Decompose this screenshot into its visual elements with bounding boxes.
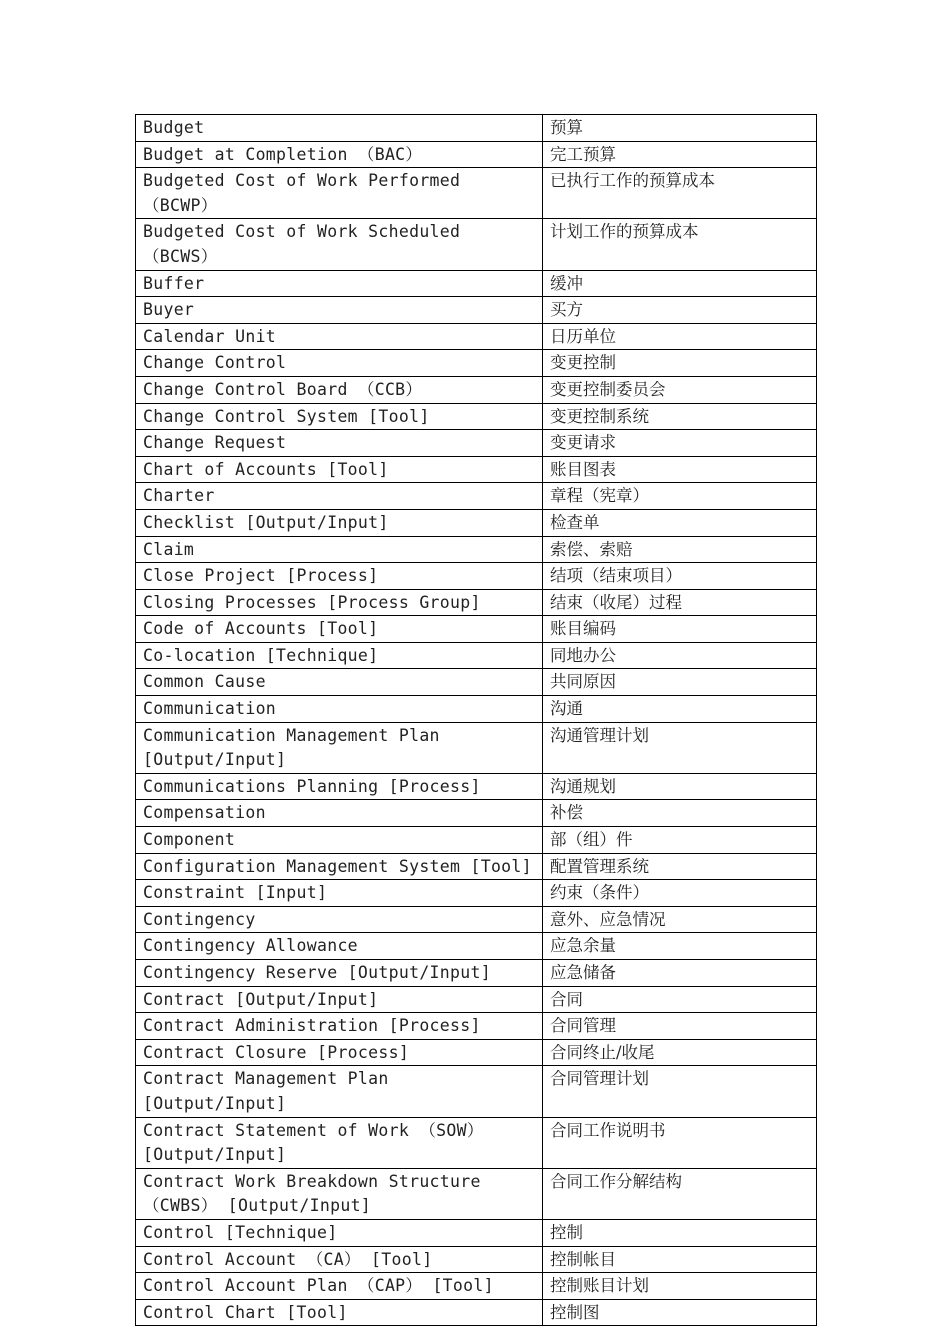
chinese-term-cell: 预算 — [543, 115, 817, 142]
chinese-term-cell: 变更控制系统 — [543, 403, 817, 430]
table-row — [136, 1013, 817, 1040]
english-term-cell: Compensation — [136, 800, 543, 827]
chinese-term-cell: 账目编码 — [543, 616, 817, 643]
chinese-term-cell: 结项（结束项目） — [543, 563, 817, 590]
table-row — [136, 642, 817, 669]
chinese-term-cell: 合同终止/收尾 — [543, 1039, 817, 1066]
english-term-cell: Contract Closure [Process] — [136, 1039, 543, 1066]
english-term-cell: Contingency — [136, 906, 543, 933]
english-term-cell: Common Cause — [136, 669, 543, 696]
chinese-term-cell: 日历单位 — [543, 323, 817, 350]
table-row — [136, 168, 817, 219]
table-row — [136, 483, 817, 510]
chinese-term-cell: 账目图表 — [543, 456, 817, 483]
chinese-term-cell: 合同 — [543, 986, 817, 1013]
table-row — [136, 589, 817, 616]
table-row — [136, 1273, 817, 1300]
chinese-term-cell: 意外、应急情况 — [543, 906, 817, 933]
table-row — [136, 270, 817, 297]
chinese-term-cell: 买方 — [543, 297, 817, 324]
chinese-term-cell: 计划工作的预算成本 — [543, 219, 817, 270]
chinese-term-cell: 沟通 — [543, 696, 817, 723]
table-row — [136, 616, 817, 643]
table-row — [136, 1117, 817, 1168]
english-term-cell: Contingency Reserve [Output/Input] — [136, 960, 543, 987]
chinese-term-cell: 结束（收尾）过程 — [543, 589, 817, 616]
english-term-cell: Checklist [Output/Input] — [136, 509, 543, 536]
english-term-cell: Control Account （CA） [Tool] — [136, 1246, 543, 1273]
english-term-cell: Close Project [Process] — [136, 563, 543, 590]
table-row — [136, 509, 817, 536]
chinese-term-cell: 控制图 — [543, 1299, 817, 1326]
chinese-term-cell: 应急储备 — [543, 960, 817, 987]
chinese-term-cell: 变更控制 — [543, 350, 817, 377]
chinese-term-cell: 沟通规划 — [543, 773, 817, 800]
english-term-cell: Buffer — [136, 270, 543, 297]
english-term-cell: Contract Management Plan [Output/Input] — [136, 1066, 543, 1117]
english-term-cell: Contract [Output/Input] — [136, 986, 543, 1013]
english-term-cell: Change Control Board （CCB） — [136, 376, 543, 403]
english-term-cell: Closing Processes [Process Group] — [136, 589, 543, 616]
chinese-term-cell: 应急余量 — [543, 933, 817, 960]
chinese-term-cell: 缓冲 — [543, 270, 817, 297]
chinese-term-cell: 控制账目计划 — [543, 1273, 817, 1300]
english-term-cell: Configuration Management System [Tool] — [136, 853, 543, 880]
chinese-term-cell: 部（组）件 — [543, 827, 817, 854]
chinese-term-cell: 合同工作分解结构 — [543, 1168, 817, 1219]
english-term-cell: Communications Planning [Process] — [136, 773, 543, 800]
english-term-cell: Chart of Accounts [Tool] — [136, 456, 543, 483]
english-term-cell: Budget — [136, 115, 543, 142]
chinese-term-cell: 约束（条件） — [543, 880, 817, 907]
english-term-cell: Communication Management Plan [Output/Input] — [136, 722, 543, 773]
chinese-term-cell: 索偿、索赔 — [543, 536, 817, 563]
table-row — [136, 1066, 817, 1117]
table-row — [136, 986, 817, 1013]
english-term-cell: Budget at Completion （BAC） — [136, 141, 543, 168]
table-row — [136, 403, 817, 430]
chinese-term-cell: 变更请求 — [543, 430, 817, 457]
english-term-cell: Change Control — [136, 350, 543, 377]
table-row — [136, 1246, 817, 1273]
english-term-cell: Communication — [136, 696, 543, 723]
chinese-term-cell: 章程（宪章） — [543, 483, 817, 510]
table-row — [136, 960, 817, 987]
chinese-term-cell: 沟通管理计划 — [543, 722, 817, 773]
english-term-cell: Constraint [Input] — [136, 880, 543, 907]
english-term-cell: Contract Administration [Process] — [136, 1013, 543, 1040]
table-row — [136, 297, 817, 324]
chinese-term-cell: 变更控制委员会 — [543, 376, 817, 403]
english-term-cell: Contract Work Breakdown Structure （CWBS） [Output/Input] — [136, 1168, 543, 1219]
chinese-term-cell: 配置管理系统 — [543, 853, 817, 880]
table-row — [136, 696, 817, 723]
table-row — [136, 430, 817, 457]
chinese-term-cell: 补偿 — [543, 800, 817, 827]
chinese-term-cell: 合同管理计划 — [543, 1066, 817, 1117]
table-row — [136, 1039, 817, 1066]
table-row — [136, 1168, 817, 1219]
english-term-cell: Contract Statement of Work （SOW） [Output/Input] — [136, 1117, 543, 1168]
english-term-cell: Charter — [136, 483, 543, 510]
english-term-cell: Claim — [136, 536, 543, 563]
glossary-table-body — [136, 115, 817, 1326]
english-term-cell: Buyer — [136, 297, 543, 324]
table-row — [136, 773, 817, 800]
table-row — [136, 456, 817, 483]
table-row — [136, 219, 817, 270]
table-row — [136, 115, 817, 142]
english-term-cell: Calendar Unit — [136, 323, 543, 350]
chinese-term-cell: 共同原因 — [543, 669, 817, 696]
english-term-cell: Change Control System [Tool] — [136, 403, 543, 430]
english-term-cell: Code of Accounts [Tool] — [136, 616, 543, 643]
english-term-cell: Control Account Plan （CAP） [Tool] — [136, 1273, 543, 1300]
table-row — [136, 323, 817, 350]
table-row — [136, 1299, 817, 1326]
table-row — [136, 800, 817, 827]
table-row — [136, 669, 817, 696]
chinese-term-cell: 检查单 — [543, 509, 817, 536]
chinese-term-cell: 同地办公 — [543, 642, 817, 669]
english-term-cell: Control Chart [Tool] — [136, 1299, 543, 1326]
chinese-term-cell: 控制 — [543, 1219, 817, 1246]
glossary-table — [135, 114, 817, 1326]
english-term-cell: Control [Technique] — [136, 1219, 543, 1246]
table-row — [136, 350, 817, 377]
table-row — [136, 376, 817, 403]
table-row — [136, 880, 817, 907]
table-row — [136, 933, 817, 960]
table-row — [136, 1219, 817, 1246]
english-term-cell: Budgeted Cost of Work Performed （BCWP） — [136, 168, 543, 219]
english-term-cell: Contingency Allowance — [136, 933, 543, 960]
english-term-cell: Change Request — [136, 430, 543, 457]
table-row — [136, 722, 817, 773]
table-row — [136, 827, 817, 854]
table-row — [136, 563, 817, 590]
english-term-cell: Co-location [Technique] — [136, 642, 543, 669]
table-row — [136, 853, 817, 880]
table-row — [136, 536, 817, 563]
chinese-term-cell: 合同工作说明书 — [543, 1117, 817, 1168]
table-row — [136, 141, 817, 168]
chinese-term-cell: 已执行工作的预算成本 — [543, 168, 817, 219]
english-term-cell: Budgeted Cost of Work Scheduled （BCWS） — [136, 219, 543, 270]
chinese-term-cell: 控制帐目 — [543, 1246, 817, 1273]
english-term-cell: Component — [136, 827, 543, 854]
chinese-term-cell: 合同管理 — [543, 1013, 817, 1040]
chinese-term-cell: 完工预算 — [543, 141, 817, 168]
table-row — [136, 906, 817, 933]
